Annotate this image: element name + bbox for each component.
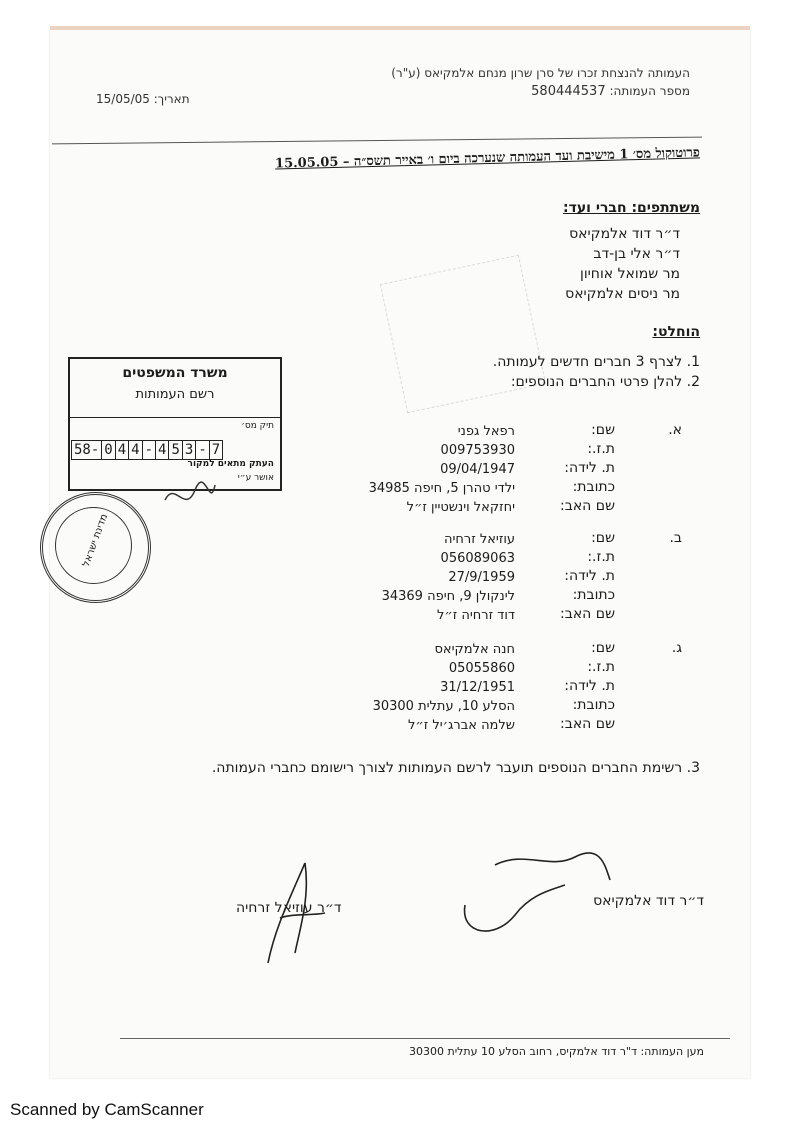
protocol-title: פרוטוקול מס׳ 1 מישיבת ועד העמותה שנערכה ביום ו׳ באייר תשס״ה – 15.05.05 (274, 145, 701, 172)
footer-divider (120, 1038, 730, 1039)
footer-address: מען העמותה: ד"ר דוד אלמקיס, רחוב הסלע 10 עתלית 30300 (408, 1045, 704, 1058)
document-date (96, 92, 190, 106)
field-label-id: ת.ז.: (587, 549, 615, 565)
signature-right-name: ד״ר דוד אלמקיאס (593, 893, 704, 909)
field-label-birth: ת. לידה: (564, 678, 615, 694)
decision-text: להלן פרטי החברים הנוספים: (510, 374, 683, 390)
field-label-name: שם: (591, 640, 615, 656)
field-label-father: שם האב: (560, 498, 615, 514)
participant-name: ד״ר אלי בן-דב (593, 246, 680, 262)
decision-text: לצרף 3 חברים חדשים לעמותה. (492, 354, 683, 370)
file-digit: 4 (128, 440, 142, 460)
date-value: 15/05/05 (96, 92, 150, 106)
stamp-title: משרד המשפטים (122, 365, 228, 381)
page-top-edge (50, 26, 750, 30)
association-number-value: 580444537 (531, 84, 606, 99)
stamp-approved-note: אושר ע״י (237, 473, 274, 483)
signature-left-name: ד״ר עוזיאל זרחיה (236, 900, 342, 916)
member-letter: ג. (671, 640, 682, 656)
participants-heading: משתתפים: חברי ועד: (563, 200, 700, 216)
member-id: 009753930 (440, 443, 515, 458)
decision-text: רשימת החברים הנוספים תועבר לרשם העמותות לצורך רישומם כחברי העמותה. (211, 760, 683, 776)
field-label-address: כתובת: (572, 587, 615, 603)
member-father: יחזקאל וינשטיין ז״ל (406, 500, 515, 515)
member-father: שלמה אברג׳יל ז״ל (407, 718, 515, 733)
stamp-file-label: תיק מס׳ (241, 421, 274, 431)
stamp-divider (70, 417, 280, 418)
file-digit: 4 (115, 440, 129, 460)
member-letter: ב. (669, 530, 682, 546)
file-digit: 0 (101, 440, 115, 460)
stamp-subtitle: רשם העמותות (135, 387, 215, 402)
signature-right-scribble (455, 845, 615, 945)
file-digit: - (142, 440, 156, 460)
field-label-address: כתובת: (572, 479, 615, 495)
file-digit: 3 (182, 440, 196, 460)
round-seal (40, 492, 151, 603)
member-address: ילדי טהרן 5, חיפה 34985 (368, 481, 515, 496)
field-label-name: שם: (591, 422, 615, 438)
field-label-address: כתובת: (572, 697, 615, 713)
field-label-birth: ת. לידה: (564, 568, 615, 584)
round-seal-text: מדינת ישראל (80, 512, 111, 569)
decisions-heading: הוחלט: (652, 324, 700, 340)
participant-name: מר שמואל אוחיון (580, 266, 680, 282)
member-id: 056089063 (440, 551, 515, 566)
decision-number: 2. (686, 374, 700, 390)
camscanner-watermark: Scanned by CamScanner (10, 1100, 204, 1119)
member-name: עוזיאל זרחיה (443, 532, 515, 547)
association-number-label: מספר העמותה: (609, 84, 690, 98)
member-address: הסלע 10, עתלית 30300 (372, 699, 515, 714)
member-father: דוד זרחיה ז״ל (437, 608, 515, 623)
date-label: תאריך: (153, 92, 190, 106)
member-birth: 27/9/1959 (448, 570, 515, 585)
field-label-birth: ת. לידה: (564, 460, 615, 476)
decision-number: 1. (686, 354, 700, 370)
decision-item (212, 760, 700, 776)
decision-number: 3. (686, 760, 700, 776)
association-number (531, 84, 690, 99)
file-digit: - (195, 440, 209, 460)
field-label-father: שם האב: (560, 606, 615, 622)
field-label-name: שם: (591, 530, 615, 546)
member-letter: א. (668, 422, 682, 438)
member-id: 05055860 (448, 661, 515, 676)
stamp-copy-note: העתק מתאים למקור (187, 459, 274, 469)
member-name: רפאל גפני (457, 424, 515, 439)
decision-item (511, 374, 700, 390)
member-address: לינקולן 9, חיפה 34369 (381, 589, 515, 604)
initials-scribble (160, 470, 220, 520)
file-digit: 58- (71, 440, 102, 460)
file-digit: 4 (155, 440, 169, 460)
association-name: העמותה להנצחת זכרו של סרן שרון מנחם אלמקיאס (ע"ר) (391, 66, 690, 80)
field-label-id: ת.ז.: (587, 441, 615, 457)
file-digit: 7 (209, 440, 223, 460)
file-number-boxes (72, 440, 223, 460)
participant-name: מר ניסים אלמקיאס (565, 286, 680, 302)
participant-name: ד״ר דוד אלמקיאס (569, 226, 680, 242)
field-label-id: ת.ז.: (587, 659, 615, 675)
file-digit: 5 (168, 440, 182, 460)
decision-item (493, 354, 700, 370)
field-label-father: שם האב: (560, 716, 615, 732)
member-birth: 31/12/1951 (440, 680, 515, 695)
member-birth: 09/04/1947 (440, 462, 515, 477)
document-page (50, 28, 750, 1078)
member-name: חנה אלמקיאס (434, 642, 515, 657)
